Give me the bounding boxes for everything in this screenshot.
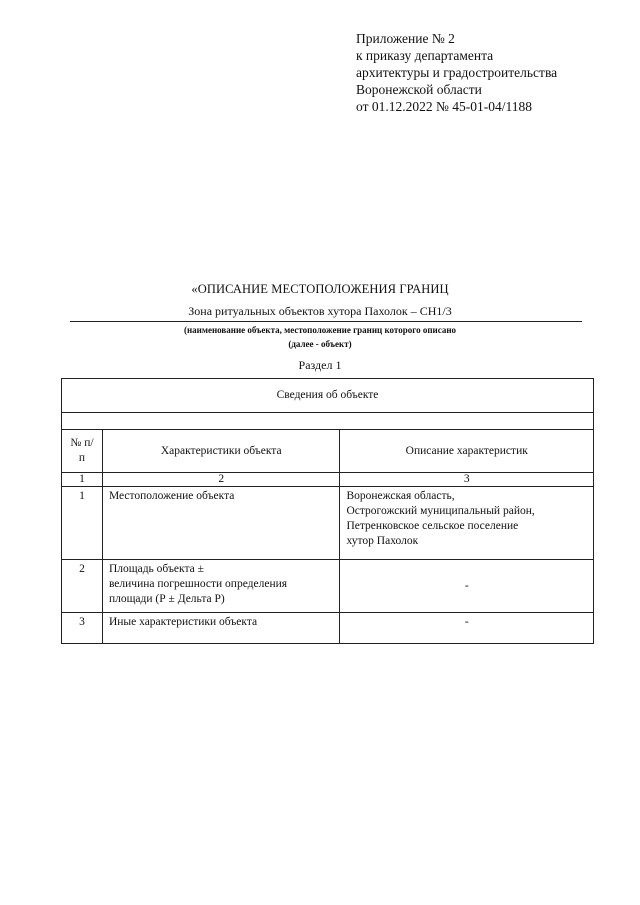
header-characteristic: Характеристики объекта — [102, 430, 340, 473]
column-number-row — [62, 473, 594, 487]
object-note-line2: (далее - объект) — [288, 339, 352, 349]
blank-cell — [62, 413, 594, 430]
table-header-row — [62, 430, 594, 473]
table-caption: Сведения об объекте — [62, 379, 594, 413]
description-line: хутор Пахолок — [346, 535, 419, 547]
header-num: № п/п — [62, 430, 103, 473]
header-description: Описание характеристик — [340, 430, 594, 473]
appendix-line: Воронежской области — [356, 82, 482, 97]
description-line: Воронежская область, — [346, 490, 455, 502]
document-title: «ОПИСАНИЕ МЕСТОПОЛОЖЕНИЯ ГРАНИЦ — [191, 282, 449, 296]
row-description — [340, 613, 594, 644]
table-blank-row — [62, 413, 594, 430]
table-row — [62, 613, 594, 644]
characteristic-line: Иные характеристики объекта — [108, 616, 258, 628]
table-row — [62, 487, 594, 560]
column-number: 1 — [62, 473, 103, 487]
characteristic-line: величина погрешности определения — [108, 578, 288, 590]
row-num: 3 — [62, 613, 103, 644]
characteristic-line: площади (Р ± Дельта Р) — [108, 593, 225, 605]
row-description — [340, 487, 594, 560]
row-num: 2 — [62, 560, 103, 613]
column-number: 2 — [102, 473, 340, 487]
appendix-line: архитектуры и градостроительства — [356, 65, 558, 80]
row-characteristic — [102, 613, 340, 644]
description-line: - — [464, 616, 469, 628]
characteristic-line: Местоположение объекта — [108, 490, 235, 502]
row-description — [340, 560, 594, 613]
section-title: Раздел 1 — [298, 358, 342, 372]
table-caption-row — [62, 379, 594, 413]
object-name: Зона ритуальных объектов хутора Пахолок – СН1/3 — [188, 304, 452, 318]
object-info-table — [61, 378, 594, 644]
description-line: Петренковское сельское поселение — [346, 520, 519, 532]
characteristic-line: Площадь объекта ± — [108, 563, 204, 575]
column-number: 3 — [340, 473, 594, 487]
row-characteristic — [102, 560, 340, 613]
appendix-line: от 01.12.2022 № 45-01-04/1188 — [356, 99, 532, 114]
underline-rule — [70, 321, 582, 322]
description-line: Острогожский муниципальный район, — [346, 505, 535, 517]
appendix-line: Приложение № 2 — [356, 31, 455, 46]
description-line: - — [464, 579, 469, 592]
object-note-line1: (наименование объекта, местоположение границ которого описано — [183, 325, 457, 335]
row-num: 1 — [62, 487, 103, 560]
appendix-line: к приказу департамента — [356, 48, 494, 63]
appendix-block — [356, 30, 557, 115]
table-row — [62, 560, 594, 613]
row-characteristic — [102, 487, 340, 560]
